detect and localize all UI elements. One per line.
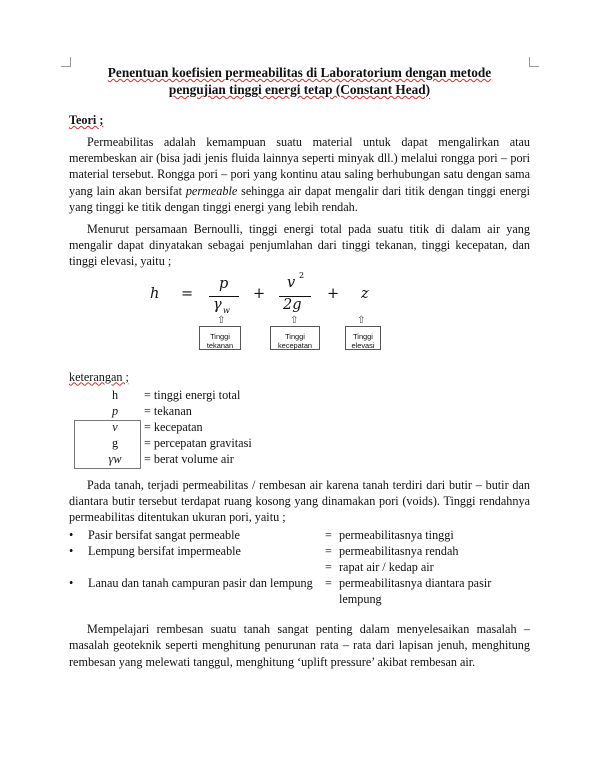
list-item-equals: = <box>325 544 332 559</box>
eq-p: p <box>219 275 229 292</box>
box-3-line-1: Tinggi <box>353 331 373 341</box>
arrow-up-icon: ⇧ <box>217 314 226 326</box>
eq-v: v <box>287 274 296 291</box>
eq-v-superscript: 2 <box>299 270 305 280</box>
eq-gamma: γ <box>213 296 222 313</box>
list-item-right: permeabilitasnya diantara pasir lempung <box>339 576 492 607</box>
keterangan-definition: = berat volume air <box>144 451 234 466</box>
list-item-left: Pasir bersifat sangat permeable <box>88 528 240 543</box>
keterangan-symbol: h <box>111 387 119 402</box>
keterangan-symbol: g <box>111 435 119 450</box>
list-item-right: rapat air / kedap air <box>339 560 434 575</box>
document-title <box>69 64 530 98</box>
title-line-1: Penentuan koefisien permeabilitas di Laboratorium dengan metode <box>107 65 492 80</box>
eq-plus-1: + <box>253 285 266 302</box>
keterangan-definition: = kecepatan <box>144 419 203 434</box>
keterangan-row <box>69 435 530 451</box>
paragraph-rembesan: Mempelajari rembesan suatu tanah sangat penting dalam menyelesaikan masalah – masalah geoteknik seperti menghitung penurunan rata – rata dari lapisan jenuh, menghitung rembesan yang melewati tanggul, menghitung ‘uplift pressure’ akibat rembesan air. <box>69 622 530 669</box>
keterangan-definition: = tinggi energi total <box>144 387 241 402</box>
bullet: • <box>69 528 74 543</box>
paragraph-1-italic: permeable <box>185 183 238 198</box>
keterangan-symbol: p <box>111 403 119 418</box>
keterangan-symbol: v <box>112 419 118 434</box>
title-line-2: pengujian tinggi energi tetap (Constant Head) <box>168 82 431 97</box>
list-item-left: Lanau dan tanah campuran pasir dan lempung <box>88 576 313 591</box>
document-page <box>69 64 530 676</box>
eq-gamma-subscript: w <box>223 305 230 315</box>
box-3-line-2: elevasi <box>351 340 375 350</box>
keterangan-row <box>69 451 530 467</box>
keterangan-list <box>69 387 530 467</box>
label-box-tinggi-kecepatan <box>270 326 320 350</box>
keterangan-definition: = percepatan gravitasi <box>144 435 252 450</box>
bernoulli-equation <box>69 270 530 360</box>
list-item <box>69 527 530 543</box>
list-item-equals: = <box>325 560 332 575</box>
list-item <box>69 543 530 559</box>
paragraph-permeabilitas <box>69 134 530 215</box>
arrow-up-icon: ⇧ <box>290 314 299 326</box>
bullet: • <box>69 576 74 591</box>
paragraph-bernoulli: Menurut persamaan Bernoulli, tinggi energi total pada suatu titik di dalam air yang mengalir dapat dinyatakan sebagai penjumlahan dari tinggi tekanan, tinggi kecepatan, dan tinggi elevasi, yaitu ; <box>69 222 530 269</box>
keterangan-row <box>69 403 530 419</box>
box-2-line-1: Tinggi <box>285 331 305 341</box>
box-2-line-2: kecepatan <box>277 340 313 350</box>
label-box-tinggi-tekanan <box>199 326 241 350</box>
list-item-right: permeabilitasnya tinggi <box>339 528 454 543</box>
eq-plus-2: + <box>327 285 340 302</box>
eq-h: h <box>150 285 160 302</box>
keterangan-title: keterangan ; <box>69 369 129 384</box>
list-item-right: permeabilitasnya rendah <box>339 544 459 559</box>
paragraph-1-part-1: Permeabilitas adalah kemampuan suatu material untuk dapat mengalirkan atau merembeskan air (bisa jadi jenis fluida lainnya seperti minyak dll.) melalui rongga pori – pori material tersebut. Rongga pori – pori yang kontinu atau saling berhubungan satu dengan sama yang lain akan bersifat <box>69 135 530 198</box>
box-1-line-2: tekanan <box>206 340 234 350</box>
keterangan-definition: = tekanan <box>144 403 192 418</box>
paragraph-pori: Pada tanah, terjadi permeabilitas / rembesan air karena tanah terdiri dari butir – butir dan diantara butir tersebut terdapat ruang kosong yang dinamakan pori (voids). Tinggi rendahnya permeabilitas ditentukan ukuran pori, yaitu ; <box>69 477 530 525</box>
bullet: • <box>69 544 74 559</box>
arrow-up-icon: ⇧ <box>357 314 366 326</box>
keterangan-row <box>69 419 530 435</box>
list-item-left: Lempung bersifat impermeable <box>88 544 241 559</box>
label-box-tinggi-elevasi <box>345 326 381 350</box>
section-heading-teori: Teori ; <box>69 113 104 127</box>
list-item <box>69 575 530 609</box>
keterangan-row <box>69 387 530 403</box>
keterangan-symbol: γw <box>108 451 122 466</box>
paragraph-1-part-2: sehingga air dapat mengalir dari titik dengan tinggi energi yang tinggi ke titik dengan tinggi energi yang lebih rendah. <box>69 183 530 214</box>
permeability-list <box>69 527 530 609</box>
list-item-equals: = <box>325 576 332 591</box>
box-1-line-1: Tinggi <box>210 331 230 341</box>
eq-z: z <box>361 285 369 302</box>
list-item <box>69 559 530 575</box>
eq-2g: 2g <box>283 296 302 313</box>
page-corner-mark-top-right <box>529 57 539 67</box>
eq-equals: = <box>181 285 194 302</box>
list-item-equals: = <box>325 528 332 543</box>
